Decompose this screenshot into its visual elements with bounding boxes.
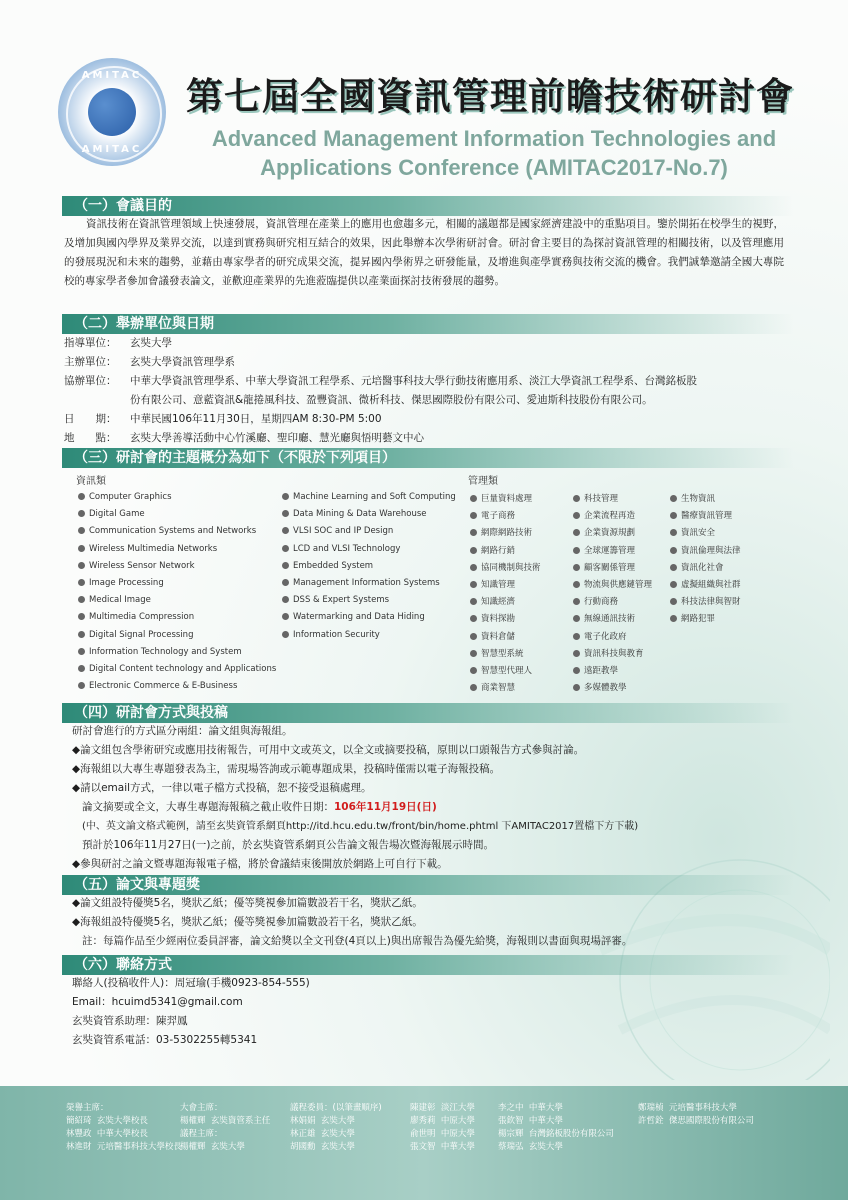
topic-item [282, 595, 389, 605]
bullet-icon [670, 564, 677, 571]
topic-item [470, 561, 541, 573]
topic-label: Communication Systems and Networks [89, 526, 257, 537]
topic-item [470, 681, 515, 693]
topic-label: 物流與供應鏈管理 [584, 580, 653, 590]
topic-label: Electronic Commerce & E-Business [89, 681, 238, 692]
topic-item [470, 630, 515, 642]
bullet-icon [470, 581, 477, 588]
topic-item [78, 492, 172, 502]
row-label: 地 點： [64, 432, 117, 444]
bullet-icon [282, 545, 289, 552]
submission-info [72, 722, 812, 874]
committee-col-6: 鄭瑞楨 元培醫事科技大學 許哲銓 傑思國際股份有限公司 [638, 1103, 754, 1126]
topic-item [670, 612, 715, 624]
topic-label: 生物資訊 [681, 494, 716, 504]
topic-label: Information Technology and System [89, 646, 242, 657]
topic-label: LCD and VLSI Technology [293, 543, 401, 554]
bullet-icon [78, 631, 85, 638]
topic-item [670, 595, 741, 607]
topic-label: 無線通訊技術 [584, 614, 636, 625]
bullet-icon [670, 581, 677, 588]
topic-label: 資訊科技與教育 [584, 648, 644, 659]
bullet-icon [670, 529, 677, 536]
topic-label: 遠距教學 [584, 666, 619, 676]
topic-item [470, 612, 515, 624]
bullet-icon [282, 596, 289, 603]
topic-label: Multimedia Compression [89, 612, 195, 623]
topic-label: 資訊化社會 [681, 562, 724, 573]
bullet-icon [470, 564, 477, 571]
topic-label: 資料探勘 [481, 614, 516, 625]
bullet-icon [78, 665, 85, 672]
topic-item [470, 544, 515, 556]
bullet-icon [78, 596, 85, 603]
topic-item [78, 526, 256, 536]
purpose-paragraph: 資訊技術在資訊管理領域上快速發展，資訊管理在產業上的應用也愈趨多元，相關的議題都是國家經濟建設中的重點項目。鑒於開拓在校學生的視野，及增加與國內學界及業界交流，以達到實務與研究相互結合的效果，因此舉辦本次學術研討會。研討會主要目的為探討資訊管理的相關技術，以及管理應用的發展現況和未來的趨勢，並藉由專家學者的研究成果交流，提昇國內學術界之研發能量，及增進與產學實務與技術交流的機會。我們誠摯邀請全國大專院校的專家學者參加會議發表論文，並歡迎產業界的先進蒞臨提供以產業面探討技術發展的趨勢。 [64, 218, 784, 287]
topic-label: Watermarking and Data Hiding [293, 612, 425, 623]
topic-label: 協同機制與技術 [481, 562, 541, 573]
topic-item [282, 630, 380, 640]
topic-item [670, 492, 715, 504]
section-4-heading: （四）研討會方式與投稿 [62, 703, 794, 723]
topic-item [670, 578, 741, 590]
topic-item [573, 509, 635, 521]
topic-label: 顧客關係管理 [584, 562, 636, 573]
bullet-icon [573, 529, 580, 536]
row-value: 中華民國106年11月30日，星期四AM 8:30-PM 5:00 [130, 413, 382, 425]
topic-item [78, 509, 145, 519]
topic-label: 智慧型系統 [481, 648, 524, 659]
topic-item [573, 647, 644, 659]
topic-label: 電子商務 [481, 511, 516, 522]
topic-item [470, 526, 532, 538]
topic-item [573, 681, 627, 693]
topic-item [78, 544, 217, 554]
submission-line: ◆請以email方式，一律以電子檔方式投稿，恕不接受退稿處理。 [72, 782, 372, 794]
bullet-icon [573, 547, 580, 554]
submission-line: ◆海報組以大專生專題發表為主，需現場答詢或示範專題成果，投稿時僅需以電子海報投稿。 [72, 763, 501, 775]
topic-label: Wireless Multimedia Networks [89, 543, 218, 554]
topic-label: 資訊倫理與法律 [681, 545, 741, 556]
honorary-chairs: 榮譽主席： 簡紹琦 玄奘大學校長 林豐政 中華大學校長 林進財 元培醫事科技大學校長 [66, 1103, 182, 1152]
topic-item [78, 578, 164, 588]
row-value: 玄奘大學 [130, 337, 172, 349]
bullet-icon [78, 545, 85, 552]
contact-phone: 玄奘資管系電話：03-5302255轉5341 [72, 1034, 258, 1046]
title-en-line-2: Applications Conference (AMITAC2017-No.7) [260, 155, 728, 180]
bullet-icon [470, 633, 477, 640]
bullet-icon [470, 495, 477, 502]
section-6-heading: （六）聯絡方式 [62, 955, 794, 975]
bullet-icon [573, 564, 580, 571]
organizer-row [64, 391, 794, 410]
section-5-heading: （五）論文與專題獎 [62, 875, 794, 895]
bullet-icon [78, 648, 85, 655]
topic-label: 智慧型代理人 [481, 666, 533, 676]
topic-item [78, 612, 194, 622]
topic-label: 資料倉儲 [481, 631, 516, 642]
topic-label: 科技法律與智財 [681, 597, 741, 608]
section-2-heading: （二）舉辦單位與日期 [62, 314, 794, 334]
topic-label: 知識管理 [481, 580, 516, 590]
date-row [64, 410, 794, 429]
topic-label: 資訊安全 [681, 528, 716, 539]
bullet-icon [78, 682, 85, 689]
topic-item [573, 578, 652, 590]
bullet-icon [78, 613, 85, 620]
topic-label: Wireless Sensor Network [89, 560, 195, 571]
topic-item [573, 664, 618, 676]
category-it: 資訊類 [76, 476, 106, 487]
bullet-icon [670, 495, 677, 502]
topic-item [78, 595, 151, 605]
contact-person: 聯絡人(投稿收件人)：周冠瑜(手機0923-854-555) [72, 977, 310, 989]
topic-label: Digital Signal Processing [89, 629, 194, 640]
contact-assistant: 玄奘資管系助理：陳羿鳳 [72, 1015, 188, 1027]
contact-email: Email：hcuimd5341@gmail.com [72, 996, 243, 1008]
bullet-icon [573, 495, 580, 502]
topic-item [573, 561, 635, 573]
format-download-line: (中、英文論文格式範例，請至玄奘資管系網頁http://itd.hcu.edu.tw/front/bin/home.phtml 下AMITAC2017置檔下方下載) [82, 821, 639, 832]
topic-label: 醫療資訊管理 [681, 511, 733, 522]
bullet-icon [78, 527, 85, 534]
bullet-icon [470, 667, 477, 674]
committee-footer [0, 1086, 848, 1200]
topic-label: DSS & Expert Systems [293, 595, 390, 606]
organizers-list [64, 334, 794, 448]
topic-item [282, 509, 427, 519]
topic-item [282, 561, 373, 571]
topic-label: 網際網路技術 [481, 528, 533, 539]
deadline-date: 106年11月19日(日) [334, 801, 437, 813]
topic-item [573, 612, 635, 624]
topic-label: 科技管理 [584, 494, 619, 504]
amitac-logo [58, 58, 166, 166]
bullet-icon [470, 529, 477, 536]
topic-item [470, 492, 532, 504]
title-en-line-1: Advanced Management Information Technologies and [211, 126, 777, 151]
topic-label: 企業流程再造 [584, 511, 636, 522]
topic-label: 網路行銷 [481, 545, 516, 556]
contact-info [72, 974, 572, 1050]
bullet-icon [78, 562, 85, 569]
topic-label: Digital Game [89, 509, 145, 520]
topic-label: Computer Graphics [89, 492, 172, 502]
topic-item [573, 526, 635, 538]
topic-item [470, 595, 515, 607]
topic-item [78, 664, 276, 674]
bullet-icon [670, 512, 677, 519]
topic-item [573, 630, 627, 642]
bullet-icon [573, 615, 580, 622]
row-value: 玄奘大學善導活動中心竹溪廳、聖印廳、慧光廳與悟明藝文中心 [130, 432, 424, 444]
topic-label: 企業資源規劃 [584, 528, 636, 539]
row-value: 份有限公司、意藍資訊&龍捲風科技、盈豐資訊、微析科技、傑思國際股份有限公司、愛迪斯科技股份有限公司。 [130, 394, 653, 406]
awards-info [72, 894, 812, 951]
topic-item [78, 630, 193, 640]
deadline-label: 論文摘要或全文，大專生專題海報稿之截止收件日期： [82, 801, 334, 813]
topic-item [282, 578, 440, 588]
bullet-icon [470, 598, 477, 605]
bullet-icon [282, 631, 289, 638]
organizer-row [64, 353, 794, 372]
row-label: 日 期： [64, 413, 117, 425]
bullet-icon [573, 633, 580, 640]
topic-item [670, 561, 724, 573]
submission-line: ◆參與研討之論文暨專題海報電子檔，將於會議結束後開放於網路上可自行下載。 [72, 858, 448, 870]
section-3-heading: （三）研討會的主題概分為如下（不限於下列項目） [62, 448, 794, 468]
bullet-icon [573, 684, 580, 691]
venue-row [64, 429, 794, 448]
bullet-icon [78, 510, 85, 517]
category-management: 管理類 [468, 476, 498, 487]
topic-label: 電子化政府 [584, 631, 627, 642]
bullet-icon [470, 512, 477, 519]
bullet-icon [470, 615, 477, 622]
award-line: ◆海報組設特優獎5名，獎狀乙紙；優等獎視參加篇數設若干名，獎狀乙紙。 [72, 916, 423, 928]
topic-item [282, 492, 456, 502]
topic-label: VLSI SOC and IP Design [293, 526, 394, 537]
bullet-icon [470, 650, 477, 657]
topic-item [282, 612, 425, 622]
topic-label: 全球運籌管理 [584, 545, 636, 556]
topic-item [470, 578, 515, 590]
topic-item [282, 526, 393, 536]
bullet-icon [573, 581, 580, 588]
topic-item [78, 561, 195, 571]
bullet-icon [282, 527, 289, 534]
topic-label: 多媒體教學 [584, 683, 627, 694]
award-line: ◆論文組設特優獎5名，獎狀乙紙；優等獎視參加篇數設若干名，獎狀乙紙。 [72, 897, 423, 909]
bullet-icon [282, 493, 289, 500]
committee-col-4: 陳建彰 淡江大學 廖秀莉 中原大學 俞世明 中原大學 張文智 中華大學 [410, 1103, 475, 1152]
bullet-icon [282, 510, 289, 517]
committee-col-5: 李之中 中華大學 張欽智 中華大學 楊宗輝 台灣銘板股份有限公司 蔡瑞弘 玄奘大學 [498, 1103, 614, 1152]
section-1-heading: （一）會議目的 [62, 196, 794, 216]
bullet-icon [282, 579, 289, 586]
bullet-icon [670, 598, 677, 605]
row-label: 主辦單位： [64, 356, 117, 368]
topic-label: 網路犯罪 [681, 614, 716, 625]
topic-label: Digital Content technology and Applications [89, 664, 277, 674]
topic-label: Image Processing [89, 578, 164, 588]
submission-line: ◆論文組包含學術研究或應用技術報告，可用中文或英文，以全文或摘要投稿，原則以口頭報告方式參與討論。 [72, 744, 585, 756]
topic-label: 商業智慧 [481, 683, 516, 694]
topic-item [670, 509, 732, 521]
bullet-icon [670, 615, 677, 622]
topic-label: Data Mining & Data Warehouse [293, 509, 427, 520]
bullet-icon [573, 598, 580, 605]
topic-label: Medical Image [89, 595, 151, 606]
topic-item [470, 664, 532, 676]
topic-item [470, 647, 524, 659]
bullet-icon [78, 493, 85, 500]
bullet-icon [282, 613, 289, 620]
topic-label: Information Security [293, 629, 380, 640]
logo-bottom-text: AMITAC [81, 144, 143, 155]
topic-item [573, 595, 618, 607]
row-label: 指導單位： [64, 337, 117, 349]
topic-label: Machine Learning and Soft Computing [293, 492, 456, 502]
bullet-icon [470, 547, 477, 554]
topic-item [470, 509, 515, 521]
topic-item [573, 492, 618, 504]
row-value: 玄奘大學資訊管理學系 [130, 356, 235, 368]
topic-item [282, 544, 400, 554]
submission-line: 研討會進行的方式區分兩組：論文組與海報組。 [72, 725, 293, 737]
program-committee: 議程委員：(以筆畫順序) 林娟娟 玄奘大學 林正雄 玄奘大學 胡國勳 玄奘大學 [290, 1103, 382, 1152]
bullet-icon [573, 650, 580, 657]
topic-label: Management Information Systems [293, 578, 440, 588]
row-value: 中華大學資訊管理學系、中華大學資訊工程學系、元培醫事科技大學行動技術應用系、淡江大學資訊工程學系、台灣銘板股 [130, 375, 697, 387]
topic-label: 虛擬組織與社群 [681, 580, 741, 590]
bullet-icon [78, 579, 85, 586]
topic-label: 知識經濟 [481, 597, 516, 608]
conference-title-english [184, 124, 804, 182]
globe-icon [88, 88, 136, 136]
logo-top-text: AMITAC [81, 70, 143, 81]
organizer-row [64, 334, 794, 353]
topic-label: 巨量資料處理 [481, 494, 533, 504]
topic-item [670, 544, 741, 556]
deadline-line [72, 798, 812, 817]
conference-title-chinese: 第七屆全國資訊管理前瞻技術研討會 [186, 75, 794, 118]
topic-item [573, 544, 635, 556]
topic-item [78, 647, 242, 657]
organizer-row [64, 372, 794, 391]
bullet-icon [573, 512, 580, 519]
award-note: 註：每篇作品至少經兩位委員評審，論文給獎以全文刊登(4頁以上)與出席報告為優先給獎，海報則以書面與現場評審。 [82, 935, 633, 947]
bullet-icon [282, 562, 289, 569]
topic-item [670, 526, 715, 538]
bullet-icon [573, 667, 580, 674]
conference-chairs: 大會主席： 楊權輝 玄奘資管系主任 議程主席： 楊權輝 玄奘大學 [180, 1103, 271, 1152]
bullet-icon [470, 684, 477, 691]
topic-label: Embedded System [293, 560, 374, 571]
topic-item [78, 681, 237, 691]
topic-label: 行動商務 [584, 597, 619, 608]
schedule-line: 預計於106年11月27日(一)之前，於玄奘資管系網頁公告論文報告場次暨海報展示時間。 [82, 839, 494, 851]
row-label: 協辦單位： [64, 375, 117, 387]
bullet-icon [670, 547, 677, 554]
